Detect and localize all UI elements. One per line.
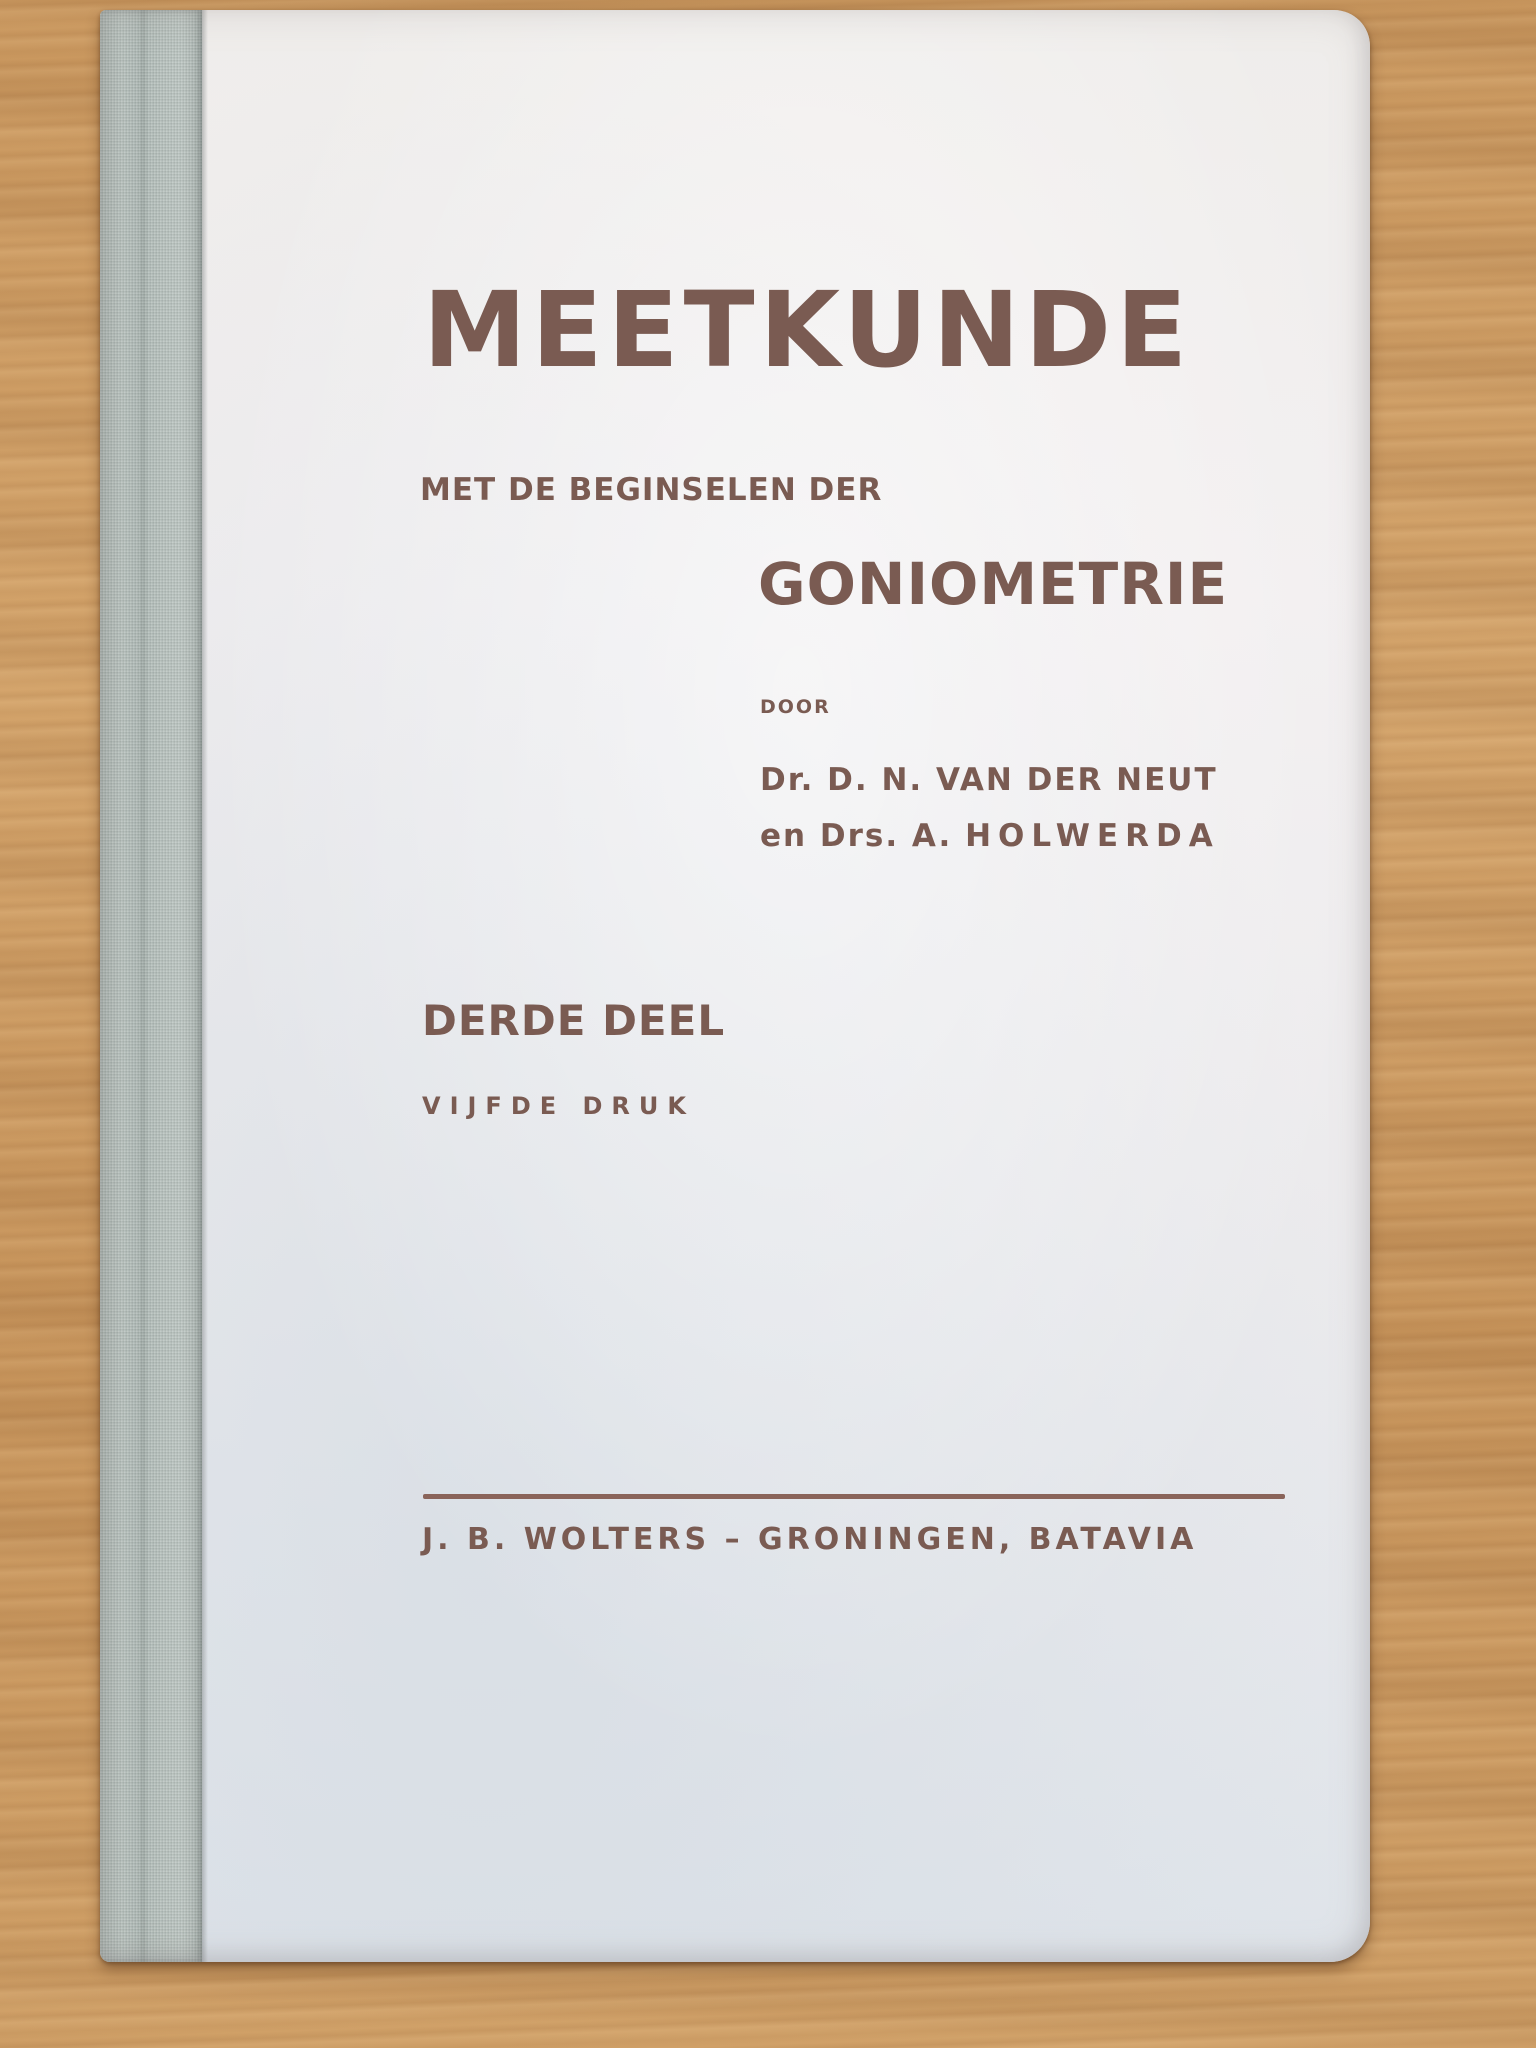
by-label: DOOR	[760, 696, 831, 718]
author-two	[760, 818, 1220, 854]
edition-label: VIJFDE DRUK	[422, 1092, 695, 1120]
author-two-prefix: en Drs. A.	[760, 818, 953, 854]
book-subtitle: MET DE BEGINSELEN DER	[420, 472, 883, 508]
author-two-name: HOLWERDA	[965, 818, 1220, 854]
spine-shadow	[202, 10, 208, 1962]
volume-label: DERDE DEEL	[422, 996, 726, 1045]
book-cover	[100, 10, 1370, 1962]
divider-rule	[423, 1494, 1285, 1499]
cloth-spine	[100, 10, 202, 1962]
book-subject: GONIOMETRIE	[758, 550, 1229, 618]
author-one: Dr. D. N. VAN DER NEUT	[760, 762, 1218, 798]
publisher-line: J. B. WOLTERS – GRONINGEN, BATAVIA	[422, 1522, 1198, 1557]
book-title: MEETKUNDE	[423, 269, 1193, 391]
